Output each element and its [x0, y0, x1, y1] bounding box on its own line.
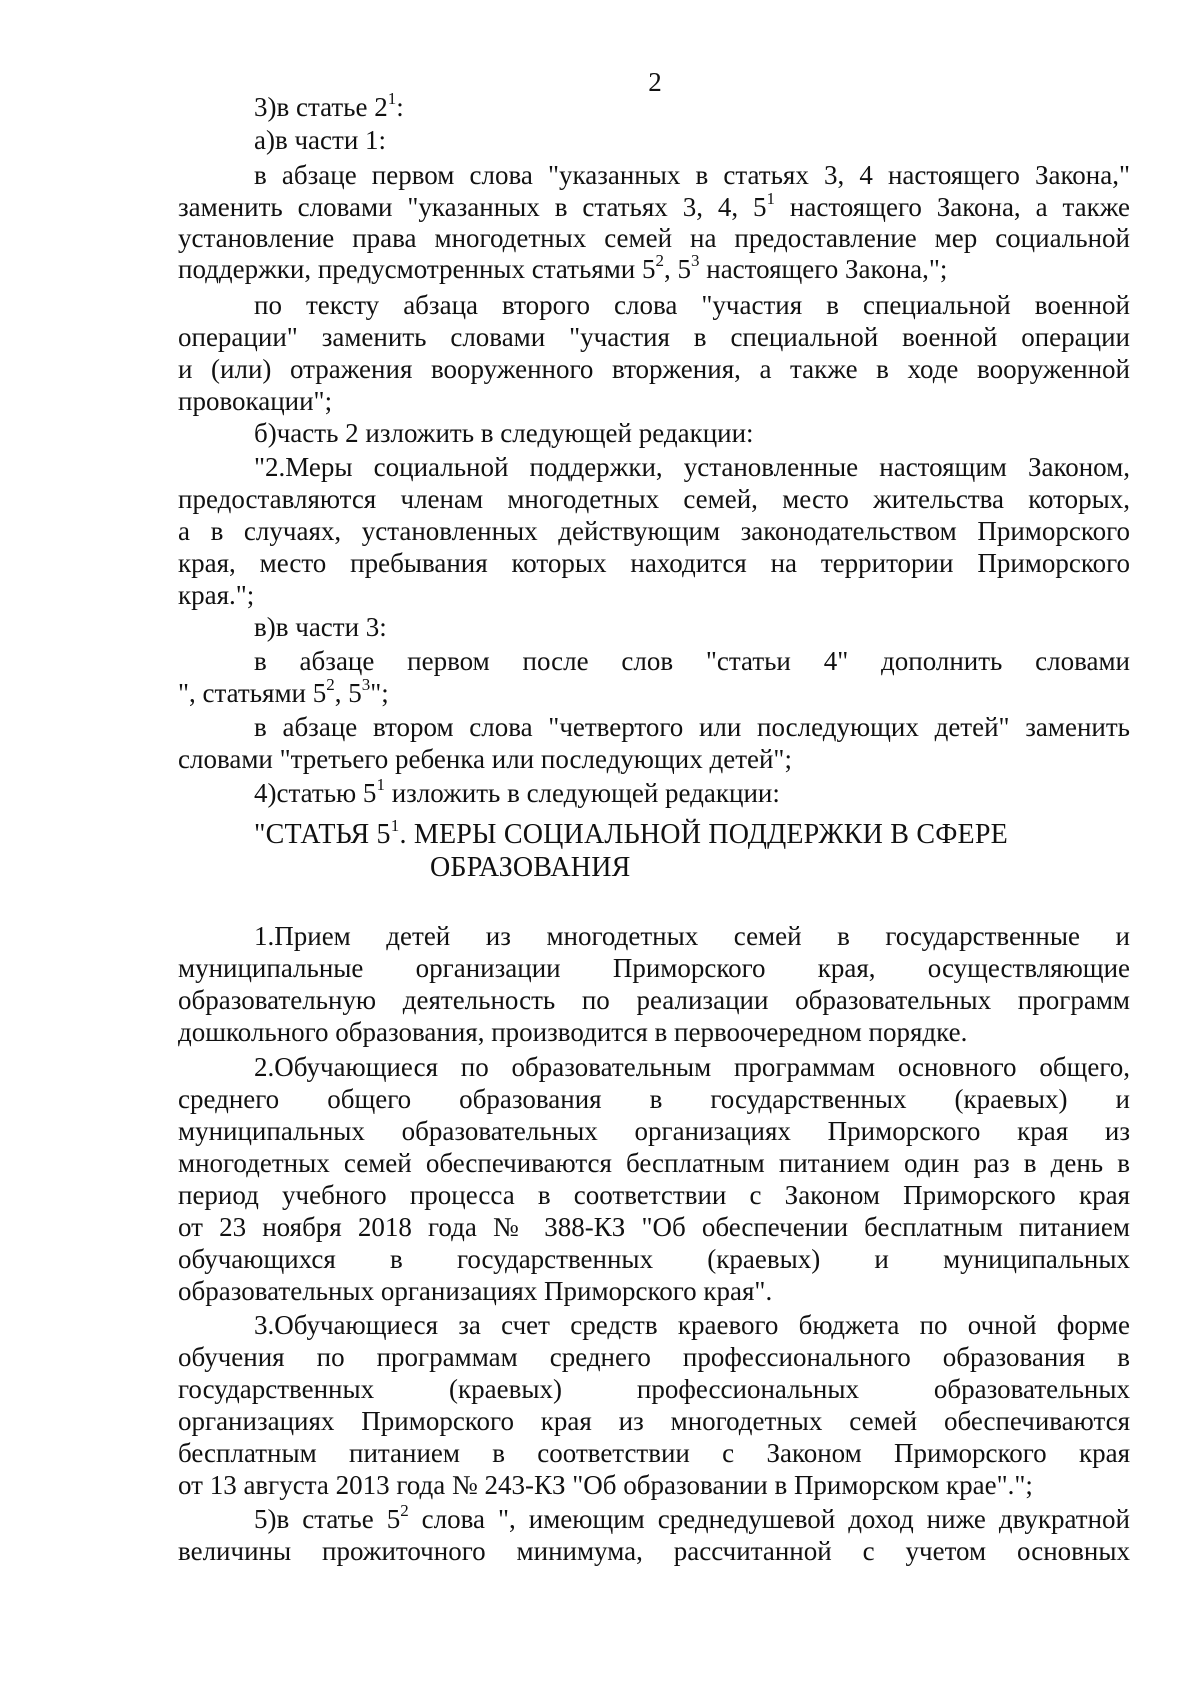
text-line: образовательную деятельность по реализации образовательных программ	[178, 985, 1130, 1015]
text-line: края.";	[178, 580, 255, 610]
text-line: края, место пребывания которых находится на территории Приморского	[178, 548, 1130, 578]
text-line: среднего общего образования в государственных (краевых) и	[178, 1084, 1130, 1114]
text-line: дошкольного образования, производится в первоочередном порядке.	[178, 1017, 968, 1047]
page-number: 2	[648, 67, 662, 97]
text-line: заменить словами "указанных в статьях 3, 4, $5^1$ настоящего Закона, а также	[178, 189, 1130, 222]
text-line: ", статьями $5^2$, $5^3$";	[178, 675, 389, 708]
text-line: образовательных организациях Приморского края".	[178, 1276, 773, 1306]
text-line: многодетных семей обеспечиваются бесплатным питанием один раз в день в	[178, 1148, 1130, 1178]
text-line: "2.Меры социальной поддержки, установленные настоящим Законом,	[254, 452, 1130, 482]
text-line: муниципальных образовательных организациях Приморского края из	[178, 1116, 1130, 1146]
text-line: бесплатным питанием в соответствии с Законом Приморского края	[178, 1438, 1130, 1468]
text-line: период учебного процесса в соответствии с Законом Приморского края	[178, 1180, 1130, 1210]
text-line: 1.Прием детей из многодетных семей в государственные и	[254, 921, 1130, 951]
text-line: обучения по программам среднего профессионального образования в	[178, 1342, 1130, 1372]
text-line: 2.Обучающиеся по образовательным программам основного общего,	[254, 1052, 1130, 1082]
text-line: 5)в статье $5^2$ слова ", имеющим среднедушевой доход ниже двукратной	[254, 1501, 1130, 1534]
text-line: муниципальные организации Приморского края, осуществляющие	[178, 953, 1130, 983]
text-line: операции" заменить словами "участия в специальной военной операции	[178, 322, 1130, 352]
text-line: от 13 августа 2013 года № 243-КЗ "Об образовании в Приморском крае".";	[178, 1470, 1033, 1500]
article-heading-line-1: "СТАТЬЯ $5^1$. МЕРЫ СОЦИАЛЬНОЙ ПОДДЕРЖКИ В СФЕРЕ	[254, 815, 1008, 850]
text-line: в абзаце втором слова "четвертого или последующих детей" заменить	[254, 712, 1130, 742]
text-line: установление права многодетных семей на предоставление мер социальной	[178, 223, 1130, 253]
text-line: в)в части 3:	[254, 612, 387, 642]
text-line: 3.Обучающиеся за счет средств краевого бюджета по очной форме	[254, 1310, 1130, 1340]
text-line: организациях Приморского края из многодетных семей обеспечиваются	[178, 1406, 1130, 1436]
text-line: а)в части 1:	[254, 125, 387, 155]
text-line: поддержки, предусмотренных статьями $5^2$, $5^3$ настоящего Закона,";	[178, 251, 948, 284]
text-line: государственных (краевых) профессиональных образовательных	[178, 1374, 1130, 1404]
text-line: провокации";	[178, 386, 333, 416]
article-heading-line-2: ОБРАЗОВАНИЯ	[430, 852, 631, 883]
text-line: величины прожиточного минимума, рассчитанной с учетом основных	[178, 1536, 1130, 1566]
text-line: словами "третьего ребенка или последующих детей";	[178, 744, 792, 774]
text-line: от 23 ноября 2018 года № 388-КЗ "Об обеспечении бесплатным питанием	[178, 1212, 1130, 1242]
text-line: в абзаце первом после слов "статьи 4" дополнить словами	[254, 646, 1130, 676]
text-line: обучающихся в государственных (краевых) и муниципальных	[178, 1244, 1130, 1274]
text-line: предоставляются членам многодетных семей, место жительства которых,	[178, 484, 1130, 514]
text-line: и (или) отражения вооруженного вторжения, а также в ходе вооруженной	[178, 354, 1130, 384]
text-line: б)часть 2 изложить в следующей редакции:	[254, 418, 754, 448]
text-line: 4)статью $5^1$ изложить в следующей редакции:	[254, 775, 780, 808]
text-line: а в случаях, установленных действующим законодательством Приморского	[178, 516, 1130, 546]
text-line: в абзаце первом слова "указанных в статьях 3, 4 настоящего Закона,"	[254, 160, 1130, 190]
text-line: по тексту абзаца второго слова "участия в специальной военной	[254, 290, 1130, 320]
text-line: 3)в статье $2^1$:	[254, 89, 404, 122]
